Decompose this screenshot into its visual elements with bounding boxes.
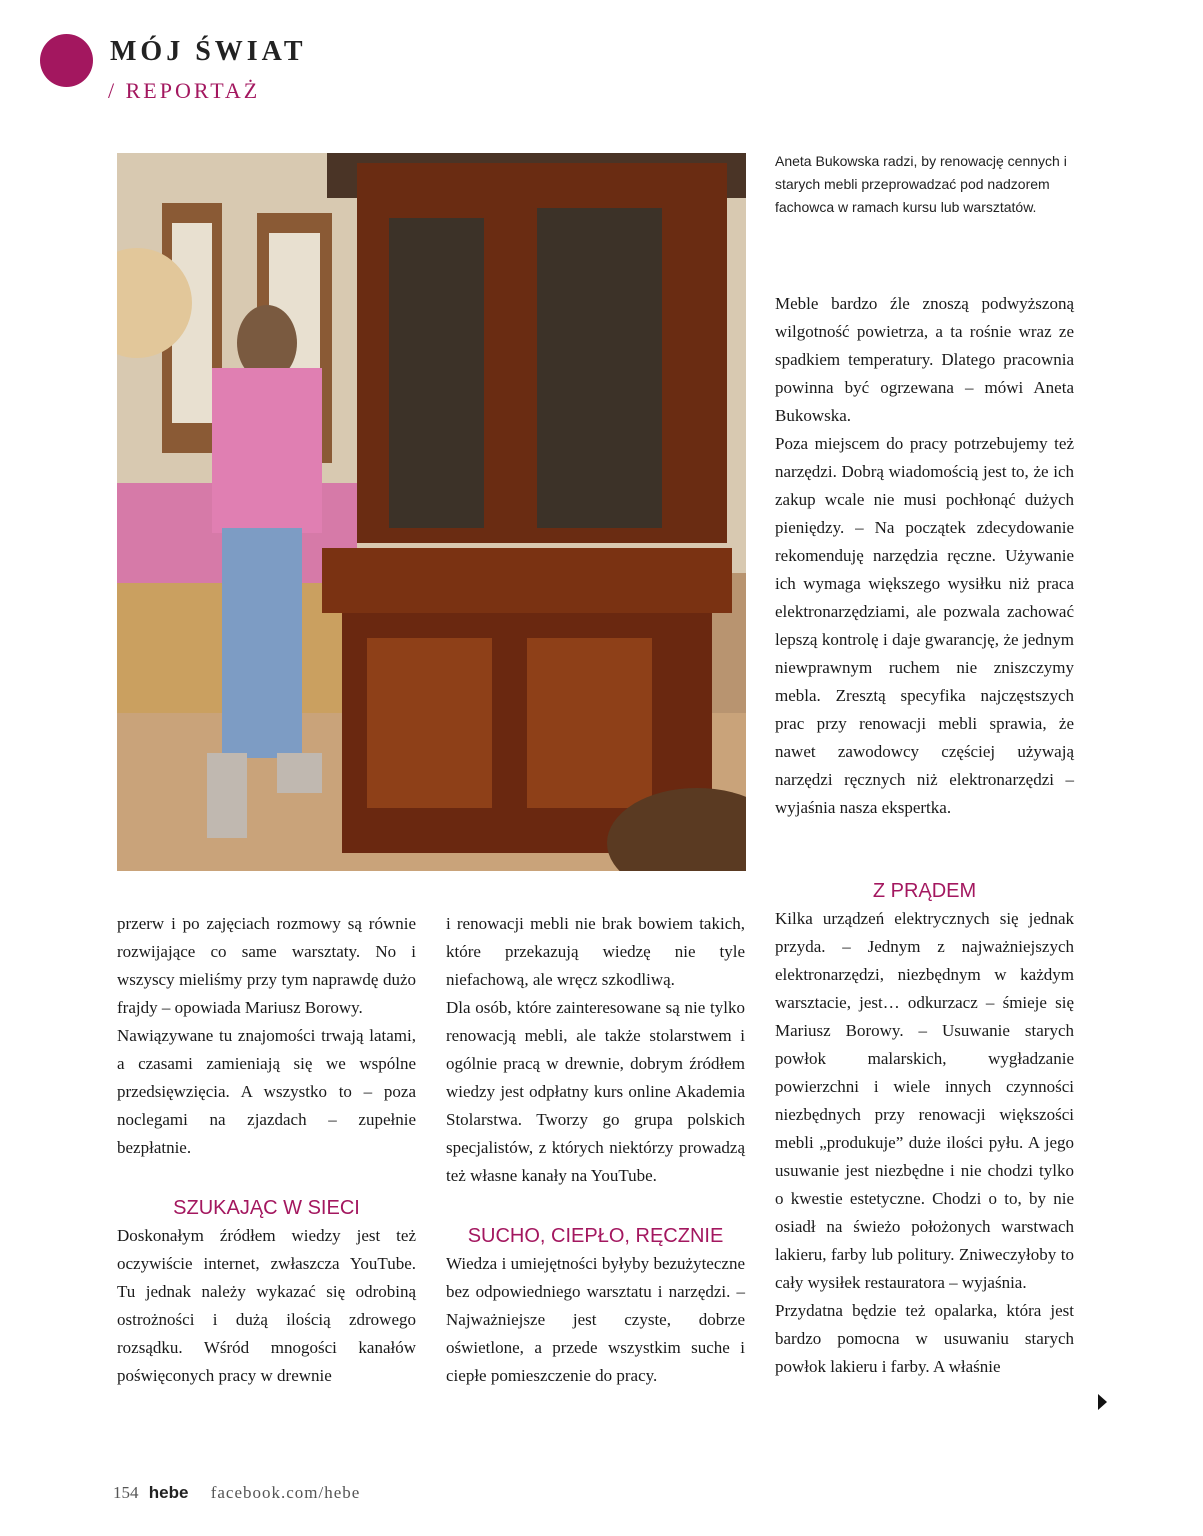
section-heading: SZUKAJĄC W SIECI [173,1197,360,1219]
paragraph: Doskonałym źródłem wiedzy jest też oczywiście internet, zwłaszcza YouTube. Tu jednak należy wykazać się odrobiną ostrożności i dużą ilością zdrowego rozsądku. Wśród mnogości kanałów poświęconych pracy w drewnie [117,1226,416,1385]
paragraph: Meble bardzo źle znoszą podwyższoną wilgotność powietrza, a ta rośnie wraz ze spadkiem temperatury. Dlatego pracownia powinna być ogrzewana – mówi Aneta Bukowska. [775,294,1074,425]
page-footer [113,1483,360,1503]
article-column-3-bottom [775,877,1074,1381]
section-subtitle: / REPORTAŻ [108,78,261,103]
page-number: 154 [113,1483,139,1502]
brand-name: hebe [148,1483,189,1502]
section-title: MÓJ ŚWIAT [110,36,307,67]
section-heading: Z PRĄDEM [872,880,977,902]
paragraph: przerw i po zajęciach rozmowy są równie rozwijające co same warsztaty. No i wszyscy mieliśmy przy tym naprawdę dużo frajdy – opowiada Mariusz Borowy. [117,914,416,1017]
footer-url: facebook.com/hebe [210,1483,361,1502]
photo-placeholder [117,153,746,871]
paragraph: Poza miejscem do pracy potrzebujemy też narzędzi. Dobrą wiadomością jest to, że ich zakup wcale nie musi pochłonąć dużych pieniędzy. – Na początek zdecydowanie rekomenduję narzędzia ręczne. Używanie ich wymaga większego wysiłku niż praca elektronarzędziami, ale pozwala zachować lepszą kontrolę i daje gwarancję, że jednym niewprawnym ruchem nie zniszczymy mebla. Zresztą specyfika najczęstszych prac przy renowacji mebli sprawia, że nawet zawodowcy częściej używają narzędzi ręcznych niż elektronarzędzi – wyjaśnia nasza ekspertka. [775,434,1074,817]
article-column-1 [117,910,416,1390]
article-photo [117,153,746,871]
paragraph: i renowacji mebli nie brak bowiem takich, które przekazują wiedzę nie tyle niefachową, ale wręcz szkodliwą. [446,914,745,989]
paragraph: Kilka urządzeń elektrycznych się jednak przyda. – Jednym z najważniejszych elektronarzędzi, niezbędnym w każdym warsztacie, jest… odkurzacz – śmieje się Mariusz Borowy. – Usuwanie starych powłok malarskich, wygładzanie powierzchni i wiele innych czynności niezbędnych przy renowacji większości mebli „produkuje” duże ilości pyłu. A jego usuwanie jest niezbędne i nie chodzi tylko o kwestie estetyczne. Chodzi o to, by nie osiadł na świeżo położonych warstwach lakieru, farby lub politury. Zniweczyłoby to cały wysiłek restauratora – wyjaśnia. [775,909,1074,1292]
continue-arrow-icon [1098,1394,1107,1410]
paragraph: Nawiązywane tu znajomości trwają latami, a czasami zamieniają się we wspólne przedsięwzięcia. A wszystko to – poza noclegami na zjazdach – zupełnie bezpłatnie. [117,1026,416,1157]
paragraph: Przydatna będzie też opalarka, która jest bardzo pomocna w usuwaniu starych powłok lakieru i farby. A właśnie [775,1301,1074,1376]
photo-caption: Aneta Bukowska radzi, by renowację cennych i starych mebli przeprowadzać pod nadzorem fachowca w ramach kursu lub warsztatów. [775,153,1067,215]
article-column-3-top [775,290,1074,822]
section-dot [40,34,93,87]
section-heading: SUCHO, CIEPŁO, RĘCZNIE [467,1225,724,1247]
article-column-2 [446,910,745,1390]
paragraph: Dla osób, które zainteresowane są nie tylko renowacją mebli, ale także stolarstwem i ogólnie pracą w drewnie, dobrym źródłem wiedzy jest odpłatny kurs online Akademia Stolarstwa. Tworzy go grupa polskich specjalistów, z których niektórzy prowadzą też własne kanały na YouTube. [446,998,745,1185]
paragraph: Wiedza i umiejętności byłyby bezużyteczne bez odpowiedniego warsztatu i narzędzi. – Najważniejsze jest czyste, dobrze oświetlone, a przede wszystkim suche i ciepłe pomieszczenie do pracy. [446,1254,745,1385]
